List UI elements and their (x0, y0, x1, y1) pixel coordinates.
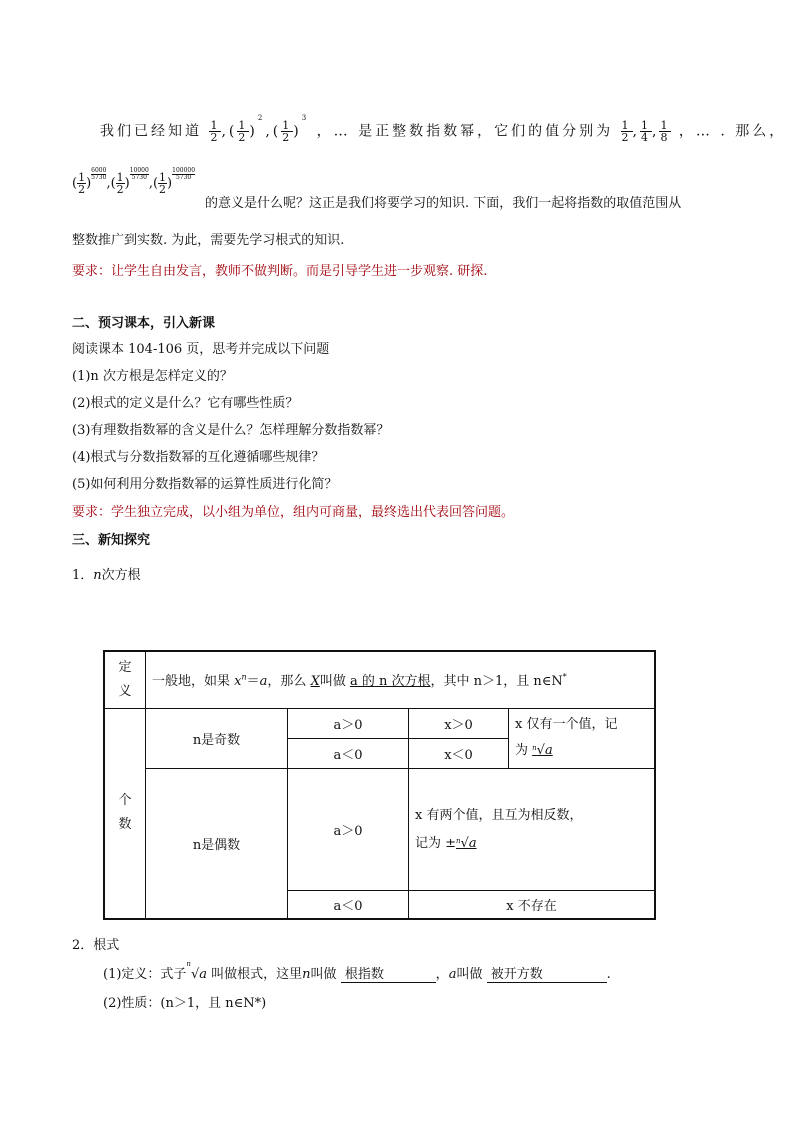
intro-text-b: ，… 是正整数指数幂，它们的值分别为 (316, 123, 614, 140)
question-1: (1)n 次方根是怎样定义的？ (72, 369, 233, 384)
root-index-blank: 根指数 (341, 963, 436, 983)
base-half-1: $\frac{1}{2}$ (78, 171, 86, 196)
fraction-half-3: $\frac{1}{2}$ (282, 119, 293, 144)
exponent-6000-5730: $\frac{6000}{5730}$ (91, 167, 107, 181)
intro-line-3: 整数推广到实数. 为此，需要先学习根式的知识. (72, 233, 345, 248)
radicand-blank: 被开方数 (487, 963, 607, 983)
question-3: (3)有理数指数幂的含义是什么？怎样理解分数指数幂？ (72, 423, 390, 438)
section-2-requirement: 要求：学生独立完成，以小组为单位，组内可商量，最终选出代表回答问题。 (72, 505, 515, 520)
exponent-2: 2 (257, 114, 266, 122)
odd-a-negative: a＜0 (288, 738, 409, 768)
section-3-heading: 三、新知探究 (72, 533, 151, 548)
fraction-half-2: $\frac{1}{2}$ (238, 119, 249, 144)
intro-text-a: 我们已经知道 (100, 123, 202, 140)
subsection-2-title: 2．根式 (72, 938, 120, 953)
nth-root-table (103, 650, 656, 920)
value-quarter: $\frac{1}{4}$ (640, 119, 651, 144)
question-4: (4)根式与分数指数幂的互化遵循哪些规律？ (72, 450, 325, 465)
intro-line-2: ( $\frac{1}{2}$ ) $\frac{6000}{5730}$ ,( $\frac{1}{2}$ ) $\frac{10000}{5730}$ ,( $\frac{1}{2}$ ) $\frac{100000}{5730}$ (72, 167, 196, 196)
even-n-cell: n是偶数 (146, 768, 288, 919)
intro-line-1: 我们已经知道 $\frac{1}{2}$ ,( $\frac{1}{2}$ )$^2$,( $\frac{1}{2}$ )$^3$ ，… 是正整数指数幂，它们的值分别为 $\frac{1}{2}$ , $\frac{1}{4}$ , $\frac{1}{8}$ ，… . 那么， (100, 114, 787, 144)
odd-x-negative: x＜0 (409, 738, 509, 768)
intro-text-c: ，… . 那么， (678, 123, 787, 140)
base-half-2: $\frac{1}{2}$ (116, 171, 124, 196)
odd-x-positive: x＞0 (409, 708, 509, 738)
value-eighth: $\frac{1}{8}$ (660, 119, 671, 144)
exponent-100000-5730: $\frac{100000}{5730}$ (172, 167, 196, 181)
definition-text-cell: 一般地，如果 $x^n=a$，那么 X叫做 a 的 n 次方根，其中 n＞1，且 n∈N* (146, 651, 656, 708)
intro-line-2-text: 的意义是什么呢？这正是我们将要学习的知识. 下面，我们一起将指数的取值范围从 (205, 196, 682, 211)
section-2-heading: 二、预习课本，引入新课 (72, 316, 216, 331)
even-a-positive: a＞0 (288, 768, 409, 890)
even-a-negative: a＜0 (288, 891, 409, 919)
section-2-task: 阅读课本 104-106 页，思考并完成以下问题 (72, 342, 330, 357)
even-no-root: x 不存在 (409, 891, 656, 919)
exponent-3: 3 (301, 114, 310, 122)
intro-requirement: 要求：让学生自由发言，教师不做判断。而是引导学生进一步观察. 研探. (72, 264, 488, 279)
count-label-cell: 个 数 (104, 708, 146, 919)
odd-result-cell: x 仅有一个值，记 为 $^n$√a (509, 708, 656, 768)
radical-definition: (1)定义：式子$^n$√a 叫做根式，这里n叫做 根指数 ，a叫做 被开方数 . (103, 960, 611, 982)
fraction-half: $\frac{1}{2}$ (210, 119, 221, 144)
odd-a-positive: a＞0 (288, 708, 409, 738)
value-half: $\frac{1}{2}$ (621, 119, 632, 144)
definition-label-cell: 定 义 (104, 651, 146, 708)
subsection-1-title: 1．n次方根 (72, 568, 141, 583)
radical-property: (2)性质：(n＞1，且 n∈N*) (103, 996, 267, 1011)
odd-n-cell: n是奇数 (146, 708, 288, 768)
even-result-cell: x 有两个值，且互为相反数， 记为 ±$^n$√a (409, 768, 656, 890)
question-5: (5)如何利用分数指数幂的运算性质进行化简？ (72, 477, 338, 492)
exponent-10000-5730: $\frac{10000}{5730}$ (129, 167, 149, 181)
base-half-3: $\frac{1}{2}$ (159, 171, 167, 196)
question-2: (2)根式的定义是什么？它有哪些性质？ (72, 396, 299, 411)
